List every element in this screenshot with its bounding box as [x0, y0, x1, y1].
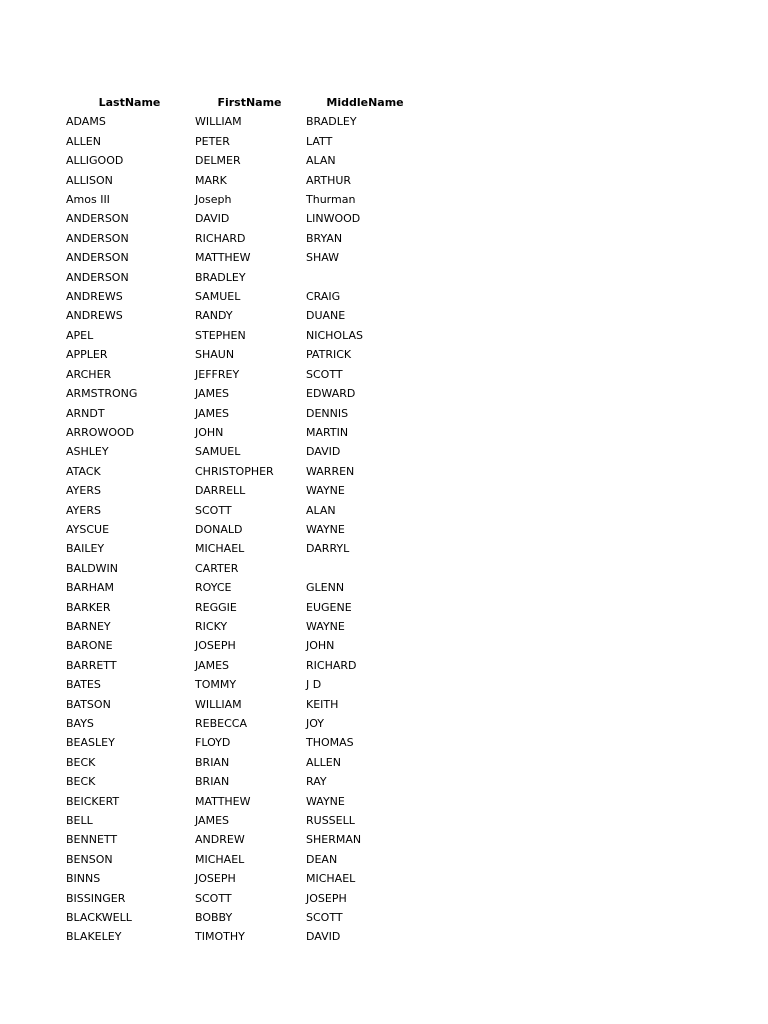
middle-name-cell: RAY: [306, 775, 327, 789]
middle-name-cell: DAVID: [306, 445, 341, 459]
last-name-cell: ARNDT: [66, 406, 105, 420]
first-name-cell: JOSEPH: [195, 872, 236, 886]
middle-name-cell: DENNIS: [306, 406, 349, 420]
middle-name-cell: J D: [306, 678, 322, 692]
middle-name-cell: PATRICK: [306, 348, 352, 362]
first-name-cell: MICHAEL: [195, 542, 245, 556]
first-name-cell: MATTHEW: [195, 251, 251, 265]
table-row: [0, 151, 425, 170]
table-row: [0, 753, 425, 772]
middle-name-cell: Thurman: [306, 193, 356, 207]
table-row: [0, 869, 425, 888]
middle-name-cell: [305, 268, 425, 287]
row-spacer: [0, 229, 65, 248]
last-name-cell: ARCHER: [66, 367, 112, 381]
row-spacer: [0, 520, 65, 539]
table-row: [0, 404, 425, 423]
first-name-cell: Joseph: [195, 193, 232, 207]
last-name-cell: BECK: [66, 775, 96, 789]
middle-name-cell: THOMAS: [306, 736, 354, 750]
first-name-cell: RANDY: [195, 309, 233, 323]
table-row: [0, 268, 425, 287]
last-name-cell: BARNEY: [66, 619, 111, 633]
middle-name-cell: ALLEN: [306, 755, 341, 769]
middle-name-cell: RICHARD: [306, 658, 357, 672]
table-row: [0, 733, 425, 752]
middle-name-cell: DAVID: [306, 930, 341, 944]
table-row: [0, 559, 425, 578]
table-row: [0, 830, 425, 849]
last-name-cell: BARONE: [66, 639, 113, 653]
last-name-cell: BARKER: [66, 600, 111, 614]
middle-name-cell: WARREN: [306, 464, 355, 478]
row-spacer: [0, 171, 65, 190]
middle-name-cell: RUSSELL: [306, 814, 355, 828]
table-row: [0, 248, 425, 267]
table-row: [0, 209, 425, 228]
table-row: [0, 772, 425, 791]
middle-name-cell: MICHAEL: [306, 872, 356, 886]
first-name-cell: JAMES: [195, 658, 229, 672]
middle-name-cell: EDWARD: [306, 387, 356, 401]
row-spacer: [0, 656, 65, 675]
last-name-cell: BARRETT: [66, 658, 117, 672]
row-spacer: [0, 908, 65, 927]
table-body: [0, 112, 425, 946]
table-row: [0, 171, 425, 190]
middle-name-cell: EUGENE: [306, 600, 352, 614]
row-spacer: [0, 481, 65, 500]
row-spacer: [0, 617, 65, 636]
table-row: [0, 578, 425, 597]
middle-name-cell: DUANE: [306, 309, 346, 323]
first-name-cell: CARTER: [195, 561, 239, 575]
middle-name-cell: MARTIN: [306, 425, 349, 439]
header-first-name: FirstName: [217, 96, 282, 109]
first-name-cell: JAMES: [195, 406, 229, 420]
last-name-cell: BINNS: [66, 872, 101, 886]
last-name-cell: ARMSTRONG: [66, 387, 138, 401]
first-name-cell: RICKY: [195, 619, 228, 633]
middle-name-cell: ARTHUR: [306, 173, 352, 187]
names-sheet: [0, 93, 768, 947]
row-spacer: [0, 636, 65, 655]
middle-name-cell: ALAN: [306, 154, 336, 168]
row-spacer: [0, 539, 65, 558]
row-spacer: [0, 326, 65, 345]
row-spacer: [0, 151, 65, 170]
first-name-cell: MATTHEW: [195, 794, 251, 808]
row-spacer: [0, 112, 65, 131]
table-row: [0, 132, 425, 151]
row-spacer: [0, 365, 65, 384]
row-spacer: [0, 733, 65, 752]
first-name-cell: MARK: [195, 173, 227, 187]
last-name-cell: APPLER: [66, 348, 108, 362]
table-row: [0, 695, 425, 714]
header-row: [0, 93, 425, 112]
middle-name-cell: DARRYL: [306, 542, 350, 556]
middle-name-cell: LINWOOD: [306, 212, 361, 226]
middle-name-cell: KEITH: [306, 697, 339, 711]
row-spacer: [0, 927, 65, 946]
table-row: [0, 384, 425, 403]
table-row: [0, 889, 425, 908]
first-name-cell: WILLIAM: [195, 697, 242, 711]
first-name-cell: FLOYD: [195, 736, 231, 750]
first-name-cell: MICHAEL: [195, 852, 245, 866]
middle-name-cell: NICHOLAS: [306, 328, 363, 342]
table-row: [0, 345, 425, 364]
first-name-cell: JOSEPH: [195, 639, 236, 653]
middle-name-cell: JOSEPH: [306, 891, 347, 905]
table-row: [0, 481, 425, 500]
table-row: [0, 714, 425, 733]
last-name-cell: ANDERSON: [66, 251, 129, 265]
first-name-cell: REGGIE: [195, 600, 237, 614]
first-name-cell: RICHARD: [195, 231, 246, 245]
first-name-cell: SCOTT: [195, 503, 232, 517]
table-row: [0, 539, 425, 558]
row-spacer: [0, 811, 65, 830]
row-spacer: [0, 345, 65, 364]
last-name-cell: Amos III: [66, 193, 110, 207]
table-row: [0, 520, 425, 539]
first-name-cell: SHAUN: [195, 348, 235, 362]
middle-name-cell: SCOTT: [306, 367, 343, 381]
last-name-cell: BARHAM: [66, 581, 115, 595]
row-spacer: [0, 132, 65, 151]
middle-name-cell: GLENN: [306, 581, 345, 595]
table-row: [0, 811, 425, 830]
first-name-cell: JEFFREY: [195, 367, 240, 381]
first-name-cell: WILLIAM: [195, 115, 242, 129]
middle-name-cell: BRYAN: [306, 231, 343, 245]
last-name-cell: BECK: [66, 755, 96, 769]
last-name-cell: BALDWIN: [66, 561, 119, 575]
table-row: [0, 850, 425, 869]
first-name-cell: BRIAN: [195, 755, 230, 769]
table-row: [0, 306, 425, 325]
last-name-cell: AYERS: [66, 484, 101, 498]
last-name-cell: BLACKWELL: [66, 911, 132, 925]
first-name-cell: DAVID: [195, 212, 230, 226]
middle-name-cell: ALAN: [306, 503, 336, 517]
middle-name-cell: WAYNE: [306, 794, 345, 808]
middle-name-cell: CRAIG: [306, 290, 341, 304]
last-name-cell: ALLEN: [66, 134, 101, 148]
last-name-cell: BELL: [66, 814, 93, 828]
first-name-cell: TOMMY: [195, 678, 237, 692]
row-spacer: [0, 190, 65, 209]
row-spacer: [0, 830, 65, 849]
last-name-cell: ALLIGOOD: [66, 154, 124, 168]
table-row: [0, 423, 425, 442]
row-spacer: [0, 248, 65, 267]
last-name-cell: BATES: [66, 678, 101, 692]
table-row: [0, 190, 425, 209]
first-name-cell: DARRELL: [195, 484, 246, 498]
first-name-cell: BRIAN: [195, 775, 230, 789]
last-name-cell: BAYS: [66, 717, 94, 730]
last-name-cell: BENSON: [66, 852, 113, 866]
table-row: [0, 927, 425, 946]
row-spacer: [0, 578, 65, 597]
first-name-cell: ROYCE: [195, 581, 232, 595]
row-spacer: [0, 695, 65, 714]
first-name-cell: DELMER: [195, 154, 241, 168]
last-name-cell: ALLISON: [66, 173, 113, 187]
first-name-cell: JOHN: [195, 425, 224, 439]
middle-name-cell: SHERMAN: [306, 833, 362, 847]
first-name-cell: JAMES: [195, 387, 229, 401]
middle-name-cell: WAYNE: [306, 484, 345, 498]
header-last-name: LastName: [98, 96, 161, 109]
table-row: [0, 675, 425, 694]
header-middle-name: MiddleName: [326, 96, 404, 109]
table-row: [0, 656, 425, 675]
row-spacer: [0, 772, 65, 791]
first-name-cell: BOBBY: [195, 911, 233, 925]
names-table: [0, 93, 425, 947]
last-name-cell: ASHLEY: [66, 445, 109, 459]
middle-name-cell: [305, 559, 425, 578]
row-spacer: [0, 442, 65, 461]
middle-name-cell: BRADLEY: [306, 115, 357, 129]
table-row: [0, 501, 425, 520]
row-spacer: [0, 889, 65, 908]
last-name-cell: AYERS: [66, 503, 101, 517]
row-spacer: [0, 268, 65, 287]
middle-name-cell: WAYNE: [306, 522, 345, 536]
middle-name-cell: JOHN: [306, 639, 335, 653]
last-name-cell: BAILEY: [66, 542, 105, 556]
last-name-cell: ATACK: [66, 464, 101, 478]
table-row: [0, 617, 425, 636]
table-row: [0, 442, 425, 461]
row-spacer: [0, 423, 65, 442]
first-name-cell: STEPHEN: [195, 328, 246, 342]
first-name-cell: TIMOTHY: [195, 930, 245, 944]
middle-name-cell: SCOTT: [306, 911, 343, 925]
table-row: [0, 792, 425, 811]
first-name-cell: PETER: [195, 134, 230, 148]
last-name-cell: BATSON: [66, 697, 111, 711]
middle-name-cell: WAYNE: [306, 619, 345, 633]
row-spacer: [0, 404, 65, 423]
table-row: [0, 365, 425, 384]
middle-name-cell: DEAN: [306, 852, 338, 866]
table-row: [0, 287, 425, 306]
middle-name-cell: JOY: [306, 717, 325, 730]
table-row: [0, 326, 425, 345]
table-row: [0, 598, 425, 617]
first-name-cell: CHRISTOPHER: [195, 464, 274, 478]
table-row: [0, 229, 425, 248]
first-name-cell: SAMUEL: [195, 290, 241, 304]
row-spacer: [0, 850, 65, 869]
row-spacer: [0, 384, 65, 403]
middle-name-cell: LATT: [306, 134, 333, 148]
last-name-cell: ANDREWS: [66, 290, 123, 304]
last-name-cell: ANDERSON: [66, 212, 129, 226]
first-name-cell: REBECCA: [195, 717, 247, 730]
first-name-cell: DONALD: [195, 522, 243, 536]
middle-name-cell: SHAW: [306, 251, 340, 265]
last-name-cell: BEICKERT: [66, 794, 120, 808]
table-row: [0, 462, 425, 481]
row-spacer: [0, 209, 65, 228]
table-row: [0, 112, 425, 131]
last-name-cell: ADAMS: [66, 115, 106, 129]
first-name-cell: JAMES: [195, 814, 229, 828]
last-name-cell: AYSCUE: [66, 522, 110, 536]
last-name-cell: ANDREWS: [66, 309, 123, 323]
last-name-cell: ANDERSON: [66, 270, 129, 284]
first-name-cell: BRADLEY: [195, 270, 246, 284]
table-row: [0, 636, 425, 655]
row-spacer: [0, 714, 65, 733]
first-name-cell: ANDREW: [195, 833, 245, 847]
row-spacer: [0, 306, 65, 325]
last-name-cell: BLAKELEY: [66, 930, 122, 944]
row-spacer: [0, 675, 65, 694]
row-spacer: [0, 792, 65, 811]
first-name-cell: SCOTT: [195, 891, 232, 905]
row-spacer: [0, 598, 65, 617]
row-spacer: [0, 559, 65, 578]
table-row: [0, 908, 425, 927]
row-spacer: [0, 287, 65, 306]
row-spacer: [0, 753, 65, 772]
row-spacer: [0, 462, 65, 481]
last-name-cell: ANDERSON: [66, 231, 129, 245]
row-spacer: [0, 93, 65, 112]
first-name-cell: SAMUEL: [195, 445, 241, 459]
last-name-cell: BENNETT: [66, 833, 118, 847]
row-spacer: [0, 501, 65, 520]
last-name-cell: BISSINGER: [66, 891, 126, 905]
last-name-cell: ARROWOOD: [66, 425, 135, 439]
last-name-cell: APEL: [66, 328, 94, 342]
last-name-cell: BEASLEY: [66, 736, 115, 750]
row-spacer: [0, 869, 65, 888]
